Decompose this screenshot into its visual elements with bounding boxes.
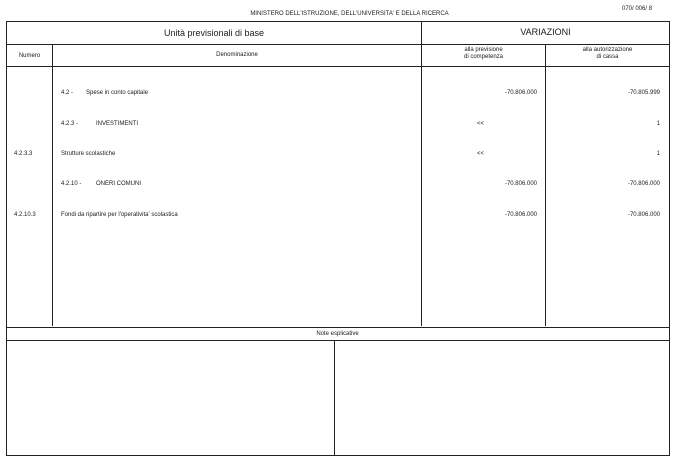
notes-title: Note esplicative xyxy=(316,331,359,337)
main-table xyxy=(6,21,670,328)
row-competenza: -70.806.000 xyxy=(504,90,537,96)
row-denominazione: ONERI COMUNI xyxy=(96,181,141,187)
row-cassa: 1 xyxy=(656,121,660,127)
row-competenza: << xyxy=(477,151,485,157)
row-denominazione: Strutture scolastiche xyxy=(61,151,116,157)
row-code: 4.2.10 - xyxy=(61,181,82,187)
header-divider-1 xyxy=(6,44,669,45)
col-header-competenza: alla previsione di competenza xyxy=(463,47,504,61)
col-header-denominazione: Denominazione xyxy=(216,52,258,58)
row-cassa: -70.805.999 xyxy=(627,90,660,96)
row-denominazione: Spese in conto capitale xyxy=(86,90,149,96)
notes-right-box[interactable] xyxy=(335,341,668,455)
row-code: 4.2 - xyxy=(61,90,74,96)
col-divider-numero xyxy=(52,44,53,326)
page-reference: 070/ 006/ 8 xyxy=(622,6,653,12)
row-denominazione: Fondi da ripartire per l'operativita' scolastica xyxy=(61,212,178,218)
row-code: 4.2.3 - xyxy=(61,121,79,127)
row-cassa: 1 xyxy=(656,151,660,157)
row-competenza: -70.806.000 xyxy=(504,181,537,187)
header-divider-2 xyxy=(6,66,669,67)
col-divider-cassa xyxy=(545,44,546,326)
col-header-cassa: alla autorizzazione di cassa xyxy=(582,47,633,61)
row-competenza: << xyxy=(477,121,485,127)
row-competenza: -70.806.000 xyxy=(504,212,537,218)
col-divider-variazioni xyxy=(421,21,422,326)
ministry-title: MINISTERO DELL'ISTRUZIONE, DELL'UNIVERSITA' E DELLA RICERCA xyxy=(250,11,449,17)
section-unita-previsionali: Unità previsionali di base xyxy=(163,28,265,38)
row-cassa: -70.806.000 xyxy=(627,212,660,218)
col-header-numero: Numero xyxy=(18,53,41,59)
row-cassa: -70.806.000 xyxy=(627,181,660,187)
notes-left-box[interactable] xyxy=(7,341,334,455)
row-numero: 4.2.10.3 xyxy=(14,212,36,218)
section-variazioni: VARIAZIONI xyxy=(520,27,571,37)
row-numero: 4.2.3.3 xyxy=(14,151,33,157)
row-denominazione: INVESTIMENTI xyxy=(96,121,139,127)
